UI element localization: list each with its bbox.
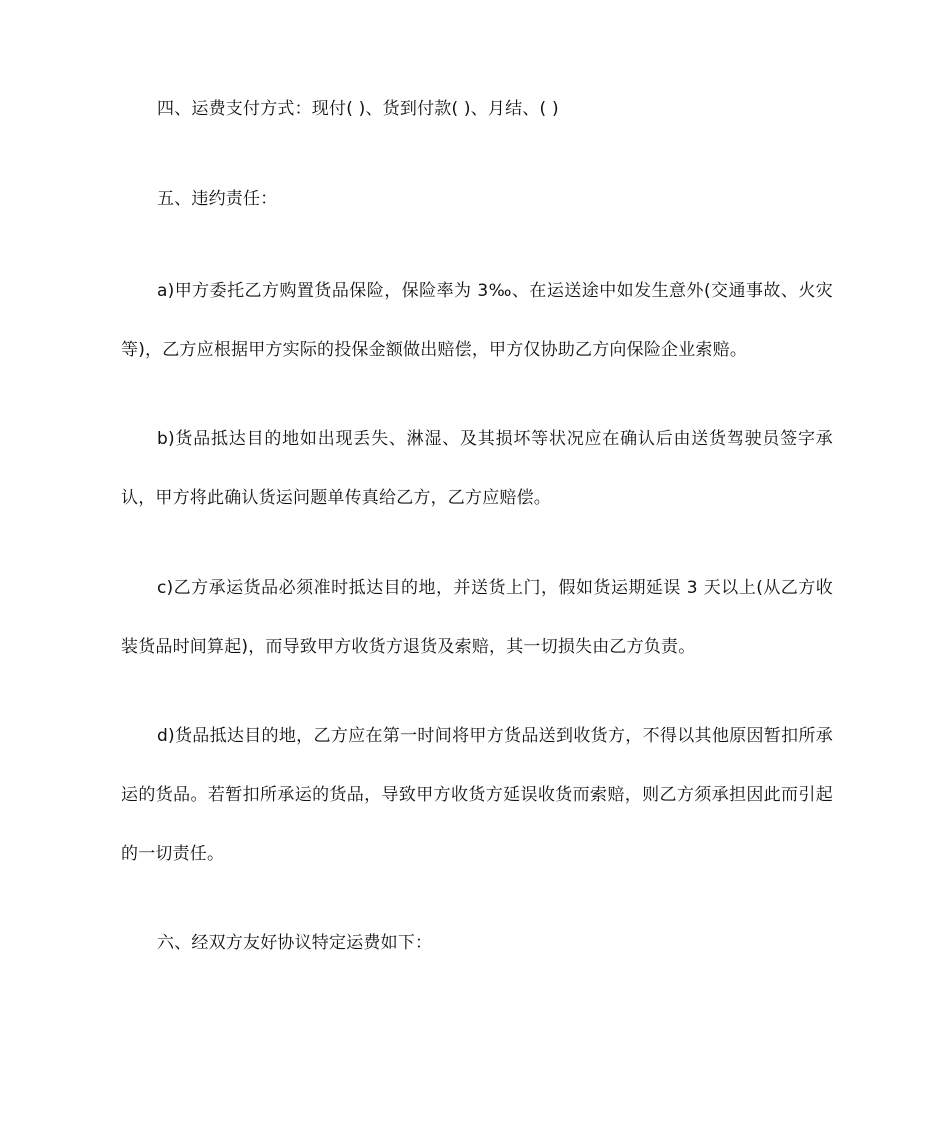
clause-b-damage: b)货品抵达目的地如出现丢失、淋湿、及其损坏等状况应在确认后由送货驾驶员签字承认，甲方将此确认货运问题单传真给乙方，乙方应赔偿。 xyxy=(121,429,833,508)
section-6-special-freight: 六、经双方友好协议特定运费如下： xyxy=(157,933,433,953)
section-4-payment-method: 四、运费支付方式：现付( )、货到付款( )、月结、( ) xyxy=(157,99,559,119)
clause-a-insurance: a)甲方委托乙方购置货品保险，保险率为 3‰、在运送途中如发生意外(交通事故、火灾等)，乙方应根据甲方实际的投保金额做出赔偿，甲方仅协助乙方向保险企业索赔。 xyxy=(121,281,833,360)
clause-c-delay: c)乙方承运货品必须准时抵达目的地，并送货上门，假如货运期延误 3 天以上(从乙方收装货品时间算起)，而导致甲方收货方退货及索赔，其一切损失由乙方负责。 xyxy=(121,578,833,657)
clause-d-detention: d)货品抵达目的地，乙方应在第一时间将甲方货品送到收货方，不得以其他原因暂扣所承运的货品。若暂扣所承运的货品，导致甲方收货方延误收货而索赔，则乙方须承担因此而引起的一切责任。 xyxy=(121,726,833,864)
section-5-liability-heading: 五、违约责任： xyxy=(157,189,278,209)
